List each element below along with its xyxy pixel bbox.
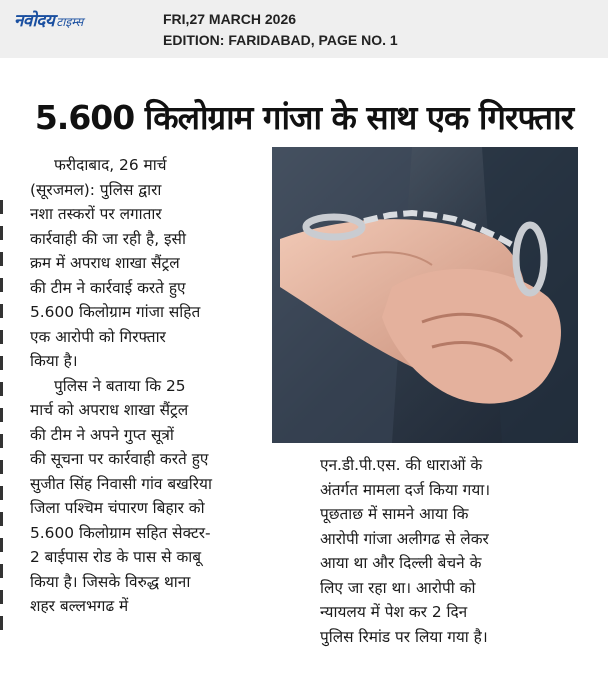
article-headline: 5.600 किलोग्राम गांजा के साथ एक गिरफ्तार [34,98,574,138]
article-line: फरीदाबाद, 26 मार्च [54,156,167,174]
issue-date: FRI,27 MARCH 2026 [163,11,297,27]
article-line: 2 बाईपास रोड के पास से काबू [30,548,202,566]
article-line: पुलिस रिमांड पर लिया गया है। [320,627,488,646]
article-line: कार्रवाही की जा रही है, इसी [30,229,186,248]
article-line: किया है। [30,352,78,370]
article-line: की सूचना पर कार्रवाही करते हुए [30,450,209,468]
article-line: 5.600 किलोग्राम गांजा सहित [30,303,201,321]
article-line: जिला पश्चिम चंपारण बिहार को [30,499,205,517]
article-line: सुजीत सिंह निवासी गांव बखरिया [30,474,212,493]
edition-info [163,9,398,51]
logo-brand-sub: टाइम्स [56,15,84,29]
article-line: (सूरजमल): पुलिस द्वारा [30,180,162,199]
article-line: क्रम में अपराध शाखा सैंट्रल [30,254,180,272]
article-column-1 [30,153,292,619]
article-line: लिए जा रहा था। आरोपी को [320,578,476,597]
article-line: नशा तस्करों पर लगातार [30,205,162,223]
article-line: किया है। जिसके विरुद्ध थाना [30,572,191,591]
article-line: पुलिस ने बताया कि 25 [54,376,186,395]
article-line: एक आरोपी को गिरफ्तार [30,327,166,346]
article-line: अंतर्गत मामला दर्ज किया गया। [320,480,491,499]
article-line: आया था और दिल्ली बेचने के [320,554,482,572]
article-line: की टीम ने कार्रवाई करते हुए [30,278,186,297]
article-line: शहर बल्लभगढ में [30,597,129,615]
article-line: न्यायलय में पेश कर 2 दिन [320,603,468,621]
edition-page: EDITION: FARIDABAD, PAGE NO. 1 [163,32,398,48]
masthead-bar [0,0,608,58]
article-line: आरोपी गांजा अलीगढ से लेकर [320,529,489,548]
newspaper-logo[interactable] [14,8,83,31]
article-line: मार्च को अपराध शाखा सैंट्रल [30,401,189,419]
logo-brand: नवोदय [14,11,55,31]
article-line: पूछताछ में सामने आया कि [320,505,469,523]
article-line: की टीम ने अपने गुप्त सूत्रों [30,425,174,444]
handcuffed-hands-photo [272,147,578,443]
article-line: 5.600 किलोग्राम सहित सेक्टर- [30,523,211,542]
article-line: एन.डी.पी.एस. की धाराओं के [320,456,483,474]
article-column-2 [320,453,590,649]
adjacent-article-edge [0,200,6,640]
